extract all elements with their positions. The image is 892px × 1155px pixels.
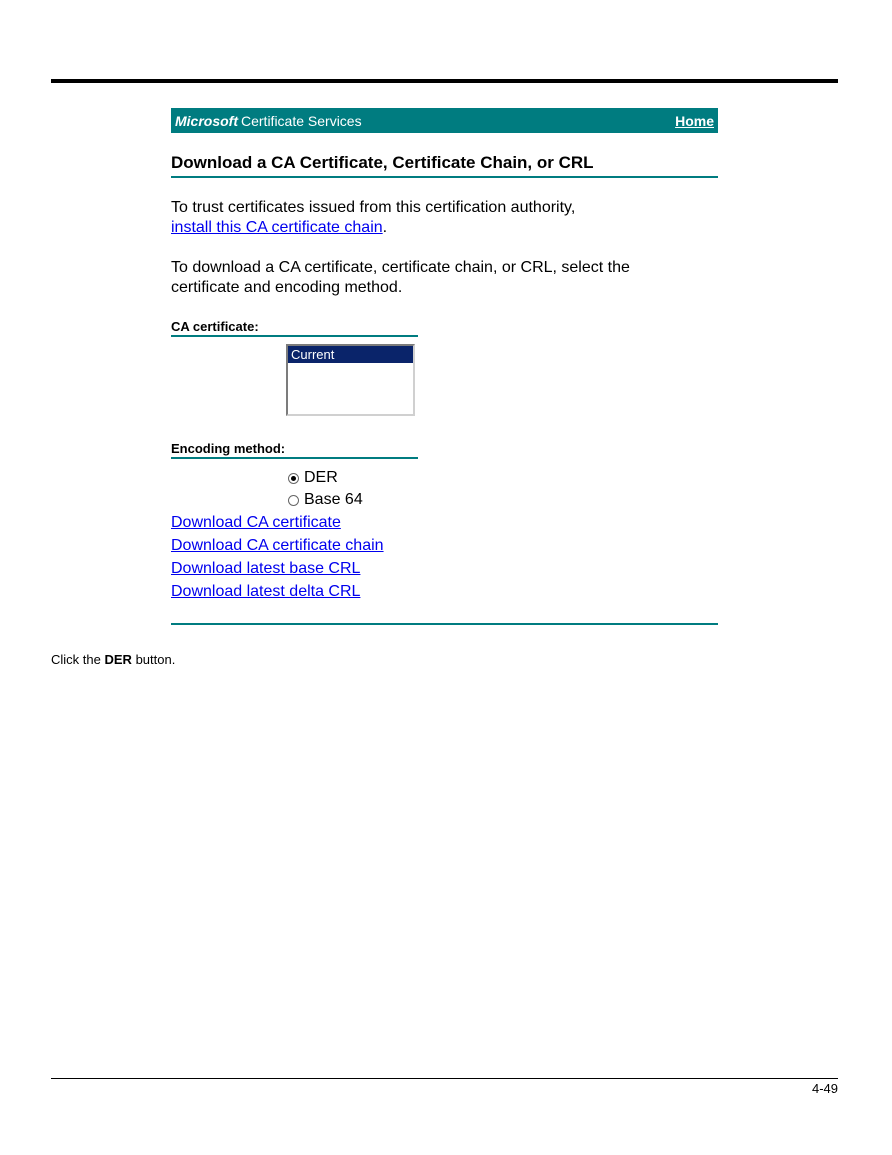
caption-bold: DER [104,652,132,667]
install-chain-link[interactable]: install this CA certificate chain [171,219,383,236]
der-option[interactable] [288,467,718,489]
der-radio[interactable] [288,473,299,484]
instructions-text: To download a CA certificate, certificate chain, or CRL, select the certificate and encoding method. [171,259,630,296]
base64-label: Base 64 [304,491,363,508]
page-title: Download a CA Certificate, Certificate Chain, or CRL [171,153,718,178]
download-ca-certificate-link[interactable]: Download CA certificate [171,514,341,531]
download-delta-crl-link[interactable]: Download latest delta CRL [171,583,361,600]
certificate-services-screenshot [171,108,718,625]
ca-certificate-listbox[interactable] [286,344,415,416]
trust-paragraph [171,198,718,238]
service-name: Certificate Services [241,112,362,129]
download-links [171,511,718,603]
ca-certificate-label: CA certificate: [171,319,418,337]
listbox-option-current[interactable]: Current [288,346,413,363]
download-base-crl-link[interactable]: Download latest base CRL [171,560,361,577]
install-suffix: . [382,219,388,236]
caption-prefix: Click the [51,652,101,667]
base64-radio[interactable] [288,495,299,506]
top-rule [51,79,838,83]
caption-suffix: button. [135,652,176,667]
bottom-divider [171,623,718,625]
footer-rule [51,1078,838,1079]
instruction-caption [51,652,175,667]
banner-title [175,113,362,129]
home-link[interactable]: Home [675,112,714,129]
encoding-options [171,467,718,511]
der-label: DER [304,469,338,486]
base64-option[interactable] [288,489,718,511]
page-number: 4-49 [811,1081,838,1096]
brand-name: Microsoft [175,112,238,129]
encoding-method-label: Encoding method: [171,441,418,459]
banner [171,108,718,133]
download-ca-chain-link[interactable]: Download CA certificate chain [171,537,384,554]
trust-text: To trust certificates issued from this certification authority, [171,199,576,216]
